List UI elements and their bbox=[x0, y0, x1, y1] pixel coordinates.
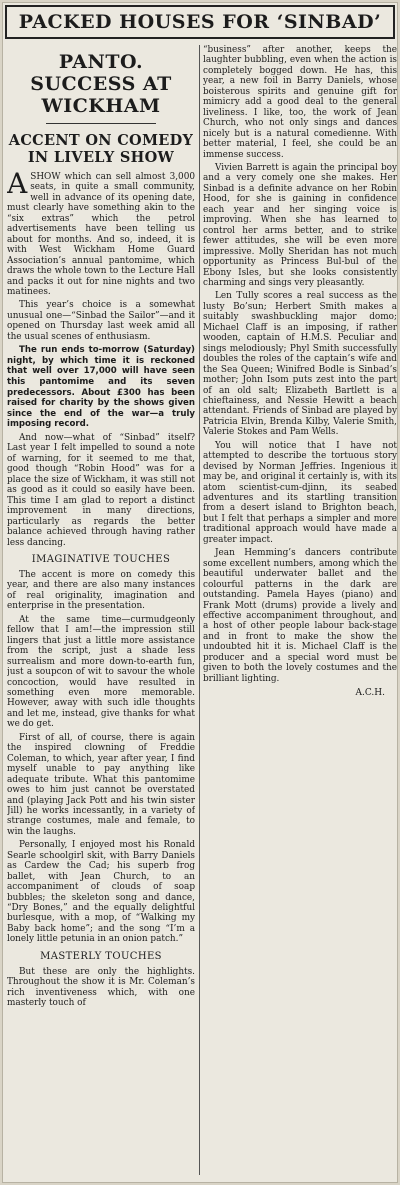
banner-headline: PACKED HOUSES FOR ‘SINBAD’ bbox=[5, 5, 395, 39]
author-signature: A.C.H. bbox=[355, 688, 385, 699]
paragraph: Len Tully scores a real success as the lusty Bo’sun; Herbert Smith makes a suitably swashbuckling major domo; Michael Claff is an imposing, if rather wooden, captain of H.M.S. Peculiar and sings melodiously; Phyl Smith successfully doubles the roles of the captain’s wife and the Sea Queen; Winifred Bodle is Sinbad’s mother; John Isom puts zest into the part of an old salt; Elizabeth Bartlett is a chieftainess, and Nessie Hewitt a beach attendant. Friends of Sinbad are played by Patricia Elvin, Brenda Kilby, Valerie Smith, Valerie Stokes and Pam Wells. bbox=[203, 291, 397, 438]
right-column bbox=[203, 45, 397, 1181]
paragraph: Vivien Barrett is again the principal boy and a very comely one she makes. Her Sinbad is a definite advance on her Robin Hood, for she is gaining in confidence each year and her singing voice is improving. When she has learned to control her arms better, and to strike fewer attitudes, she will be even more impressive. Molly Sheridan has not much opportunity as Princess Bul-bul of the Ebony Isles, but she looks consistently charming and sings very pleasantly. bbox=[203, 162, 397, 288]
left-column bbox=[7, 45, 195, 1181]
paragraph: “business” after another, keeps the laughter bubbling, even when the action is completely bogged down. He has, this year, a new foil in Barry Daniels, whose boisterous spirits and genuine gift for mimicry add a good deal to the general liveliness. I like, too, the work of Jean Church, who not only sings and dances nicely but is a natural comedienne. With better material, I feel, she could be an immense success. bbox=[203, 45, 397, 160]
paragraph: ASHOW which can sell almost 3,000 seats, in quite a small community, well in advance of its opening date, must clearly have something akin to the “six extras” which the petrol advertisements have been telling us about for months. And so, indeed, it is with West Wickham Home Guard Association’s annual pantomime, which draws the whole town to the Lecture Hall and packs it out for nine nights and two matinees. bbox=[7, 167, 195, 297]
paragraph: Personally, I enjoyed most his Ronald Searle schoolgirl skit, with Barry Daniels as Cardew the Cad; his superb frog ballet, with Jean Church, to an accompaniment of clouds of soap bubbles; the skeleton song and dance, “Dry Bones,” and the equally delightful burlesque, with a mop, of “Walking my Baby back home”; and the song “I’m a lonely little petunia in an onion patch.” bbox=[7, 840, 195, 945]
bold-paragraph: The run ends to-morrow (Saturday) night, by which time it is reckoned that well over 17,000 will have seen this pantomime and its seven predecessors. About £300 has been raised for charity by the shows given since the end of the war—a truly imposing record. bbox=[7, 345, 195, 430]
paragraph: The accent is more on comedy this year, and there are also many instances of real originality, imagination and enterprise in the presentation. bbox=[7, 569, 195, 612]
column-divider bbox=[199, 45, 200, 1175]
paragraph: This year’s choice is a somewhat unusual one—“Sinbad the Sailor”—and it opened on Thursday last week amid all the usual scenes of enthusiasm. bbox=[7, 300, 195, 342]
paragraph: You will notice that I have not attempted to describe the tortuous story devised by Norman Jeffries. Ingenious it may be, and original it certainly is, with its atom scientist-cum-djinn, its seabed adventures and its startling transition from a desert island to Brighton beach, but I felt that perhaps a simpler and more traditional approach would have made a greater impact. bbox=[203, 440, 397, 545]
subheadline: ACCENT ON COMEDY IN LIVELY SHOW bbox=[8, 132, 194, 166]
paragraph: But these are only the highlights. Throughout the show it is Mr. Coleman’s rich inventiveness which, with one masterly touch of bbox=[7, 966, 195, 1009]
paragraph: Jean Hemming’s dancers contribute some excellent numbers, among which the beautiful underwater ballet and the colourful patterns in the dark are outstanding. Pamela Hayes (piano) and Frank Mott (drums) provide a lively and effective accompaniment throughout, and a host of other people labour back-stage and in front to make the show the undoubted hit it is. Michael Claff is the producer and a special word must be given to both the lovely costumes and the brilliant lighting. bbox=[203, 548, 397, 684]
paragraph: At the same time—curmudgeonly fellow that I am!—the impression still lingers that just a little more assistance from the script, just a shade less surrealism and more down-to-earth fun, just a soupcon of wit to savour the whole concoction, would have resulted in something even more memorable. However, away with such idle thoughts and let me, instead, give thanks for what we do get. bbox=[7, 614, 195, 730]
paragraph: First of all, of course, there is again the inspired clowning of Freddie Coleman, to which, year after year, I find myself unable to pay anything like adequate tribute. What this pantomime owes to him just cannot be overstated and (playing Jack Pott and his twin sister Jill) he works incessantly, in a variety of strange costumes, male and female, to win the laughs. bbox=[7, 732, 195, 837]
paragraph: And now—what of “Sinbad” itself? Last year I felt impelled to sound a note of warning, for it seemed to me that, good though “Robin Hood” was for a place the size of Wickham, it was still not as good as it could so easily have been. This time I am glad to report a distinct improvement in many directions, particularly as regards the better balance achieved through having rather less dancing. bbox=[7, 433, 195, 548]
section-heading: IMAGINATIVE TOUCHES bbox=[31, 553, 171, 565]
section-heading: MASTERLY TOUCHES bbox=[40, 950, 162, 962]
headline: PANTO. SUCCESS AT WICKHAM bbox=[30, 51, 172, 117]
headline-rule bbox=[46, 123, 156, 124]
newspaper-clipping bbox=[2, 2, 398, 1183]
